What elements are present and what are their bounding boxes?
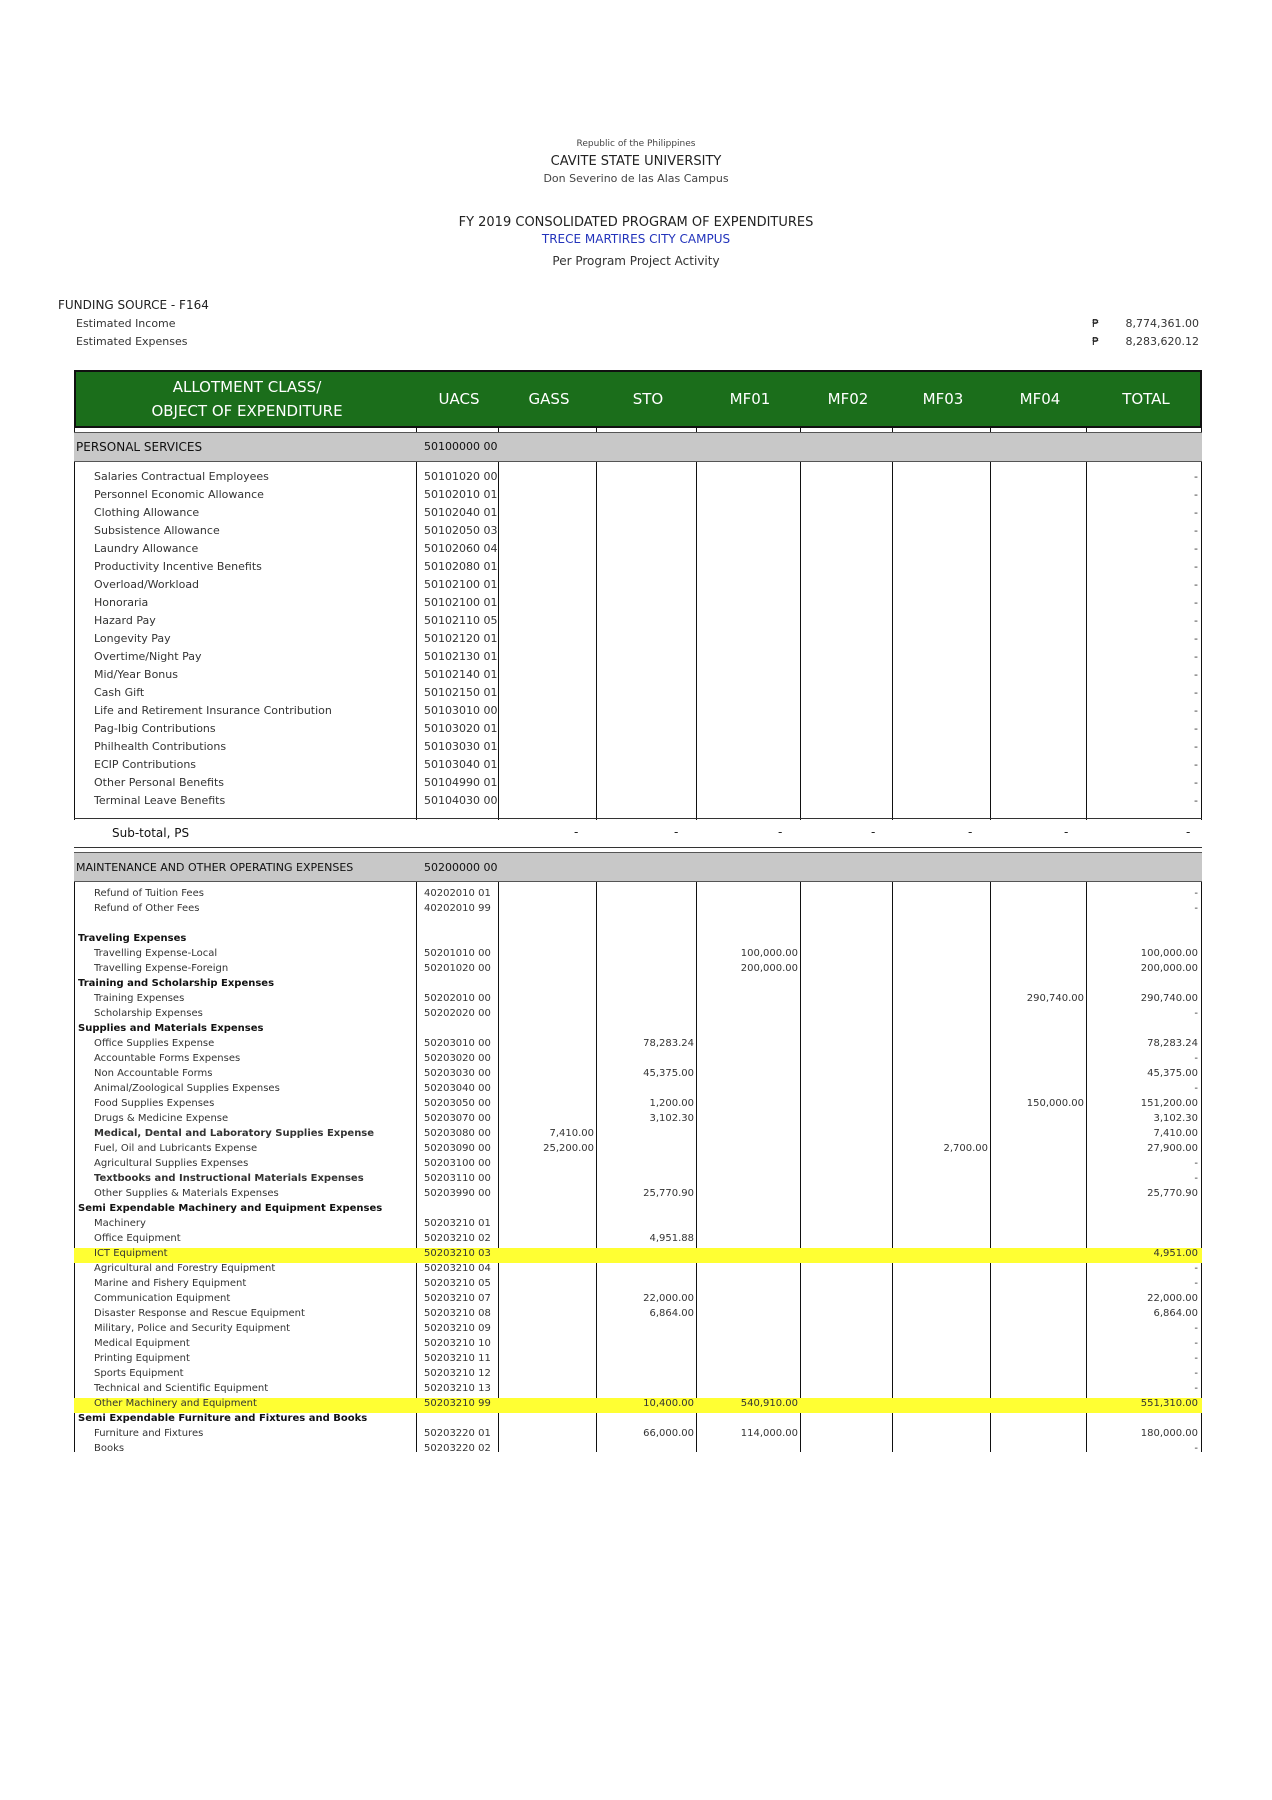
table-row (74, 704, 1202, 722)
row-name: Animal/Zoological Supplies Expenses (94, 1083, 280, 1094)
column-header-sto: STO (632, 390, 664, 408)
table-row (74, 1173, 1202, 1188)
row-uacs: 50102120 01 (424, 632, 498, 645)
row-uacs: 40202010 01 (424, 888, 491, 899)
row-total: - (1194, 740, 1198, 753)
category-name: Supplies and Materials Expenses (78, 1023, 264, 1034)
row-total: - (1194, 704, 1198, 717)
subtotal-mf02: - (871, 825, 876, 839)
row-total: - (1194, 722, 1198, 735)
row-uacs: 50203210 09 (424, 1323, 491, 1334)
row-total: - (1194, 1263, 1198, 1274)
table-row (74, 560, 1202, 578)
table-row (74, 1083, 1202, 1098)
row-name: Longevity Pay (94, 632, 171, 645)
row-sto: 3,102.30 (649, 1113, 694, 1124)
row-name: Subsistence Allowance (94, 524, 220, 537)
row-name: Productivity Incentive Benefits (94, 560, 262, 573)
table-row (74, 632, 1202, 650)
table-row (74, 1278, 1202, 1293)
row-total: - (1194, 1368, 1198, 1379)
republic-label: Republic of the Philippines (576, 139, 696, 149)
row-name: Mid/Year Bonus (94, 668, 178, 681)
estimated-income-value: 8,774,361.00 (1125, 317, 1199, 330)
row-total: 100,000.00 (1140, 948, 1198, 959)
table-row (74, 686, 1202, 704)
row-name: Hazard Pay (94, 614, 156, 627)
row-name: Communication Equipment (94, 1293, 231, 1304)
row-uacs: 50102110 05 (424, 614, 498, 627)
table-row (74, 1038, 1202, 1053)
table-row (74, 1008, 1202, 1023)
row-uacs: 50203220 01 (424, 1428, 491, 1439)
row-name: Drugs & Medicine Expense (94, 1113, 229, 1124)
category-row (74, 1413, 1202, 1428)
row-total: - (1194, 1008, 1198, 1019)
ps-subtotal-row (74, 818, 1202, 848)
row-uacs: 50102050 03 (424, 524, 498, 537)
row-total: 22,000.00 (1147, 1293, 1198, 1304)
column-header-mf04: MF04 (1019, 390, 1061, 408)
row-name: Other Supplies & Materials Expenses (94, 1188, 279, 1199)
row-uacs: 50203110 00 (424, 1173, 491, 1184)
row-gass: 7,410.00 (549, 1128, 594, 1139)
row-uacs: 50203990 00 (424, 1188, 491, 1199)
row-total: 551,310.00 (1140, 1398, 1198, 1409)
row-total: - (1194, 506, 1198, 519)
row-sto: 4,951.88 (649, 1233, 694, 1244)
table-row (74, 596, 1202, 614)
table-row (74, 1263, 1202, 1278)
row-uacs: 50203210 05 (424, 1278, 491, 1289)
row-total: - (1194, 1338, 1198, 1349)
row-uacs: 50203210 11 (424, 1353, 491, 1364)
row-name: Books (94, 1443, 125, 1454)
row-name: Marine and Fishery Equipment (94, 1278, 247, 1289)
row-name: Printing Equipment (94, 1353, 190, 1364)
row-uacs: 50203210 08 (424, 1308, 491, 1319)
row-uacs: 50103020 01 (424, 722, 498, 735)
table-row (74, 1368, 1202, 1383)
subtotal-sto: - (674, 825, 679, 839)
row-name: Medical Equipment (94, 1338, 190, 1349)
row-name: Accountable Forms Expenses (94, 1053, 241, 1064)
column-header-object (76, 372, 418, 426)
row-name: Travelling Expense-Local (94, 948, 218, 959)
row-uacs: 50101020 00 (424, 470, 498, 483)
table-row (74, 506, 1202, 524)
row-total: - (1194, 614, 1198, 627)
row-name: Military, Police and Security Equipment (94, 1323, 291, 1334)
row-name: Furniture and Fixtures (94, 1428, 204, 1439)
row-sto: 22,000.00 (643, 1293, 694, 1304)
table-row (74, 888, 1202, 903)
row-total: 78,283.24 (1147, 1038, 1198, 1049)
table-row (74, 1068, 1202, 1083)
table-row (74, 1233, 1202, 1248)
table-row (74, 918, 1202, 933)
row-name: Travelling Expense-Foreign (94, 963, 229, 974)
row-uacs: 50203090 00 (424, 1143, 491, 1154)
row-total: 27,900.00 (1147, 1143, 1198, 1154)
table-row (74, 794, 1202, 812)
row-name: Other Personal Benefits (94, 776, 225, 789)
row-name: Office Supplies Expense (94, 1038, 215, 1049)
row-total: 151,200.00 (1140, 1098, 1198, 1109)
column-header-mf01: MF01 (729, 390, 771, 408)
row-uacs: 50102040 01 (424, 506, 498, 519)
row-uacs: 50202010 00 (424, 993, 491, 1004)
row-name: Pag-Ibig Contributions (94, 722, 216, 735)
row-uacs: 50102140 01 (424, 668, 498, 681)
row-uacs: 50102060 04 (424, 542, 498, 555)
row-uacs: 50203210 07 (424, 1293, 491, 1304)
row-total: 290,740.00 (1140, 993, 1198, 1004)
header-line-2: OBJECT OF EXPENDITURE (151, 402, 343, 420)
row-sto: 45,375.00 (643, 1068, 694, 1079)
table-row (74, 1443, 1202, 1458)
row-total: 6,864.00 (1153, 1308, 1198, 1319)
table-row (74, 722, 1202, 740)
row-total: - (1194, 470, 1198, 483)
row-total: - (1194, 888, 1198, 899)
row-uacs: 50203210 04 (424, 1263, 491, 1274)
table-row (74, 1113, 1202, 1128)
row-uacs: 50203210 01 (424, 1218, 491, 1229)
row-name: Food Supplies Expenses (94, 1098, 215, 1109)
mooe-band (74, 852, 1202, 882)
row-uacs: 50102010 01 (424, 488, 498, 501)
subtotal-mf01: - (778, 825, 783, 839)
row-name: Cash Gift (94, 686, 145, 699)
table-row (74, 776, 1202, 794)
row-sto: 1,200.00 (649, 1098, 694, 1109)
row-name: Refund of Tuition Fees (94, 888, 204, 899)
personal-services-code: 50100000 00 (424, 440, 498, 453)
row-total: - (1194, 1158, 1198, 1169)
row-uacs: 50203220 02 (424, 1443, 491, 1454)
row-total: - (1194, 542, 1198, 555)
category-row (74, 1203, 1202, 1218)
document-per-label: Per Program Project Activity (552, 254, 720, 268)
peso-sign: ₱ (1092, 335, 1099, 348)
row-uacs: 50203210 02 (424, 1233, 491, 1244)
row-name: Life and Retirement Insurance Contribution (94, 704, 332, 717)
row-gass: 25,200.00 (543, 1143, 594, 1154)
row-total: - (1194, 1083, 1198, 1094)
table-row (74, 1218, 1202, 1233)
row-uacs: 50203210 03 (424, 1248, 491, 1259)
row-uacs: 50203210 12 (424, 1368, 491, 1379)
row-sto: 25,770.90 (643, 1188, 694, 1199)
row-total: - (1194, 1278, 1198, 1289)
estimated-expenses-value: 8,283,620.12 (1125, 335, 1199, 348)
row-uacs: 50104030 00 (424, 794, 498, 807)
column-header-gass: GASS (528, 390, 570, 408)
row-name: Salaries Contractual Employees (94, 470, 269, 483)
row-uacs: 50203050 00 (424, 1098, 491, 1109)
row-total: 25,770.90 (1147, 1188, 1198, 1199)
row-total: - (1194, 903, 1198, 914)
table-row (74, 1398, 1202, 1413)
document-title: FY 2019 CONSOLIDATED PROGRAM OF EXPENDITURES (458, 215, 814, 230)
table-row (74, 1383, 1202, 1398)
row-total: - (1194, 668, 1198, 681)
row-name: Office Equipment (94, 1233, 181, 1244)
row-name: Overload/Workload (94, 578, 200, 591)
column-header-total: TOTAL (1122, 390, 1170, 408)
category-name: Training and Scholarship Expenses (78, 978, 275, 989)
row-total: - (1194, 632, 1198, 645)
row-total: 7,410.00 (1153, 1128, 1198, 1139)
row-uacs: 50203210 99 (424, 1398, 491, 1409)
row-sto: 10,400.00 (643, 1398, 694, 1409)
category-name: Semi Expendable Machinery and Equipment Expenses (78, 1203, 383, 1214)
row-mf01: 540,910.00 (740, 1398, 798, 1409)
column-header-mf03: MF03 (922, 390, 964, 408)
table-row (74, 1338, 1202, 1353)
row-uacs: 50203100 00 (424, 1158, 491, 1169)
row-name: Overtime/Night Pay (94, 650, 202, 663)
table-row (74, 1428, 1202, 1443)
personal-services-label: PERSONAL SERVICES (76, 440, 203, 454)
table-row (74, 1293, 1202, 1308)
table-row (74, 488, 1202, 506)
table-row (74, 1188, 1202, 1203)
row-name: Terminal Leave Benefits (94, 794, 226, 807)
row-mf01: 114,000.00 (740, 1428, 798, 1439)
row-uacs: 50104990 01 (424, 776, 498, 789)
row-sto: 78,283.24 (643, 1038, 694, 1049)
table-row (74, 1098, 1202, 1113)
table-row (74, 1308, 1202, 1323)
table-row (74, 740, 1202, 758)
personal-services-band (74, 432, 1202, 462)
row-name: Agricultural and Forestry Equipment (94, 1263, 276, 1274)
peso-sign: ₱ (1092, 317, 1099, 330)
row-name: Training Expenses (94, 993, 185, 1004)
row-uacs: 50103040 01 (424, 758, 498, 771)
row-name: Scholarship Expenses (94, 1008, 203, 1019)
table-row (74, 668, 1202, 686)
row-total: - (1194, 758, 1198, 771)
table-row (74, 542, 1202, 560)
row-total: - (1194, 1053, 1198, 1064)
row-total: - (1194, 776, 1198, 789)
row-name: Other Machinery and Equipment (94, 1398, 257, 1409)
row-total: - (1194, 596, 1198, 609)
table-row (74, 1353, 1202, 1368)
row-uacs: 50102100 01 (424, 578, 498, 591)
row-sto: 66,000.00 (643, 1428, 694, 1439)
row-total: - (1194, 1173, 1198, 1184)
row-total: - (1194, 1443, 1198, 1454)
row-total: - (1194, 524, 1198, 537)
row-total: - (1194, 650, 1198, 663)
row-name: Sports Equipment (94, 1368, 184, 1379)
row-name: Clothing Allowance (94, 506, 200, 519)
row-name: Agricultural Supplies Expenses (94, 1158, 249, 1169)
table-row (74, 470, 1202, 488)
ps-subtotal-label: Sub-total, PS (112, 826, 190, 840)
table-row (74, 1158, 1202, 1173)
row-name: Personnel Economic Allowance (94, 488, 264, 501)
mooe-code: 50200000 00 (424, 861, 498, 874)
row-name: Philhealth Contributions (94, 740, 227, 753)
row-mf01: 200,000.00 (740, 963, 798, 974)
table-row (74, 903, 1202, 918)
row-uacs: 50203010 00 (424, 1038, 491, 1049)
estimated-income-label: Estimated Income (76, 317, 176, 330)
table-row (74, 524, 1202, 542)
category-row (74, 1023, 1202, 1038)
row-total: 200,000.00 (1140, 963, 1198, 974)
category-row (74, 978, 1202, 993)
row-uacs: 50102080 01 (424, 560, 498, 573)
row-mf03: 2,700.00 (943, 1143, 988, 1154)
table-row (74, 614, 1202, 632)
estimated-expenses-label: Estimated Expenses (76, 335, 188, 348)
row-uacs: 40202010 99 (424, 903, 491, 914)
row-total: - (1194, 1323, 1198, 1334)
row-total: 3,102.30 (1153, 1113, 1198, 1124)
table-row (74, 1128, 1202, 1143)
category-name: Semi Expendable Furniture and Fixtures and Books (78, 1413, 368, 1424)
row-total: 4,951.00 (1153, 1248, 1198, 1259)
row-uacs: 50103030 01 (424, 740, 498, 753)
table-row (74, 948, 1202, 963)
campus-name: Don Severino de las Alas Campus (543, 172, 729, 185)
table-row (74, 758, 1202, 776)
row-name: Technical and Scientific Equipment (94, 1383, 269, 1394)
university-name: CAVITE STATE UNIVERSITY (550, 154, 722, 169)
row-name: ICT Equipment (94, 1248, 168, 1259)
row-name: Disaster Response and Rescue Equipment (94, 1308, 305, 1319)
row-name: Honoraria (94, 596, 149, 609)
row-uacs: 50103010 00 (424, 704, 498, 717)
row-total: - (1194, 488, 1198, 501)
table-row (74, 1323, 1202, 1338)
table-row (74, 578, 1202, 596)
table-row (74, 1053, 1202, 1068)
column-header-uacs: UACS (438, 390, 480, 408)
row-name: Textbooks and Instructional Materials Expenses (94, 1173, 364, 1184)
subtotal-gass: - (574, 825, 579, 839)
mooe-label: MAINTENANCE AND OTHER OPERATING EXPENSES (76, 861, 354, 874)
category-row (74, 933, 1202, 948)
subtotal-mf04: - (1064, 825, 1069, 839)
table-row (74, 650, 1202, 668)
row-name: Machinery (94, 1218, 146, 1229)
header-line-1: ALLOTMENT CLASS/ (172, 378, 322, 396)
document-subtitle: TRECE MARTIRES CITY CAMPUS (541, 232, 731, 246)
funding-source-title: FUNDING SOURCE - F164 (58, 298, 209, 312)
row-uacs: 50203070 00 (424, 1113, 491, 1124)
table-header (74, 370, 1202, 428)
row-total: - (1194, 794, 1198, 807)
table-row (74, 1143, 1202, 1158)
subtotal-mf03: - (968, 825, 973, 839)
row-total: - (1194, 560, 1198, 573)
row-name: Fuel, Oil and Lubricants Expense (94, 1143, 258, 1154)
row-mf01: 100,000.00 (740, 948, 798, 959)
row-total: - (1194, 1383, 1198, 1394)
row-uacs: 50203040 00 (424, 1083, 491, 1094)
column-header-mf02: MF02 (827, 390, 869, 408)
row-sto: 6,864.00 (649, 1308, 694, 1319)
row-uacs: 50202020 00 (424, 1008, 491, 1019)
row-uacs: 50203210 13 (424, 1383, 491, 1394)
row-total: - (1194, 1353, 1198, 1364)
row-total: 180,000.00 (1140, 1428, 1198, 1439)
row-uacs: 50203030 00 (424, 1068, 491, 1079)
table-row (74, 993, 1202, 1008)
row-uacs: 50201010 00 (424, 948, 491, 959)
row-total: - (1194, 686, 1198, 699)
row-uacs: 50203080 00 (424, 1128, 491, 1139)
row-total: - (1194, 578, 1198, 591)
table-row (74, 1248, 1202, 1263)
row-uacs: 50203020 00 (424, 1053, 491, 1064)
row-mf04: 150,000.00 (1026, 1098, 1084, 1109)
row-name: ECIP Contributions (94, 758, 197, 771)
row-uacs: 50203210 10 (424, 1338, 491, 1349)
subtotal-total: - (1186, 825, 1191, 839)
category-name: Traveling Expenses (78, 933, 187, 944)
row-uacs: 50201020 00 (424, 963, 491, 974)
row-mf04: 290,740.00 (1026, 993, 1084, 1004)
table-row (74, 963, 1202, 978)
row-name: Laundry Allowance (94, 542, 199, 555)
row-uacs: 50102100 01 (424, 596, 498, 609)
row-name: Non Accountable Forms (94, 1068, 213, 1079)
row-uacs: 50102130 01 (424, 650, 498, 663)
row-name: Medical, Dental and Laboratory Supplies Expense (94, 1128, 375, 1139)
row-uacs: 50102150 01 (424, 686, 498, 699)
row-name: Refund of Other Fees (94, 903, 200, 914)
row-total: 45,375.00 (1147, 1068, 1198, 1079)
